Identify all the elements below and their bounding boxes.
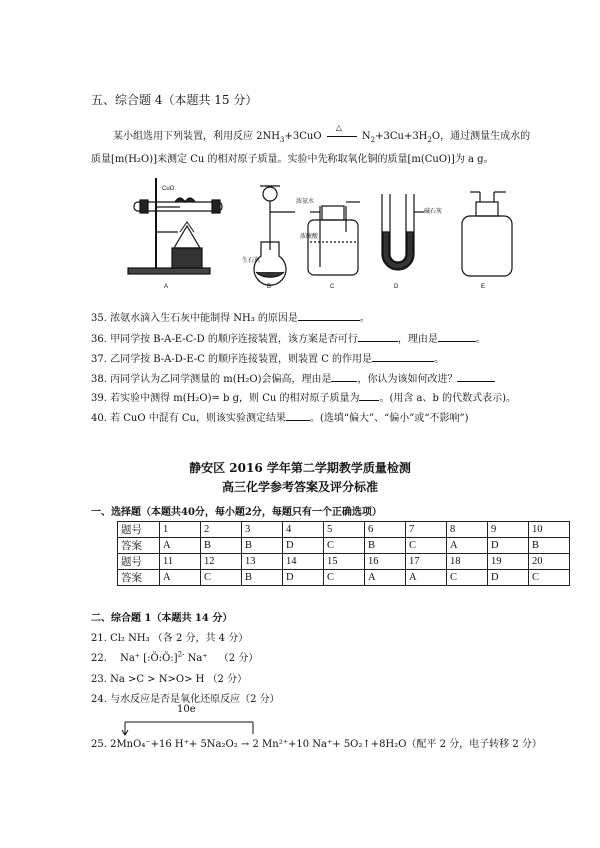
question-40 — [91, 409, 468, 424]
transfer-arrow — [121, 712, 261, 736]
intro-part-d: +3Cu+3H — [375, 131, 428, 142]
table-cell: 19 — [488, 554, 529, 570]
apparatus-d — [382, 194, 424, 270]
q38-blank-1[interactable] — [331, 372, 357, 382]
q38-text-b: ，你认为该如何改进？ — [357, 374, 458, 385]
intro-part-e: O，通过测量生成水的 — [431, 131, 531, 142]
q38-text-a: 38. 丙同学认为乙同学测量的 m(H₂O)会偏高，理由是 — [91, 374, 332, 385]
apparatus-b — [254, 186, 295, 285]
table-cell: 答案 — [118, 570, 160, 586]
question-35 — [91, 309, 370, 324]
a22-number: 22. — [91, 653, 107, 664]
table-cell: C — [324, 570, 365, 586]
q37-text: 37. 乙同学按 B-A-D-E-C 的顺序连接装置，则装置 C 的作用是 — [91, 354, 373, 365]
table-cell: A — [406, 570, 447, 586]
table-cell: A — [160, 570, 201, 586]
q35-end: 。 — [359, 313, 370, 324]
apparatus-a — [128, 178, 222, 274]
transfer-label: 10e — [177, 704, 196, 715]
label-sodalime: 碱石灰 — [424, 209, 443, 215]
question-38 — [91, 370, 495, 385]
q36-blank-2[interactable] — [438, 332, 476, 342]
table-cell: B — [201, 538, 242, 554]
table-cell: D — [488, 570, 529, 586]
a22-score: （2 分） — [218, 653, 259, 664]
title-year: 2016 — [229, 461, 263, 475]
table-row — [118, 522, 570, 538]
table-cell: 4 — [283, 522, 324, 538]
a22-na1: Na⁺ — [120, 653, 141, 664]
table-cell: 题号 — [118, 554, 160, 570]
intro-part-b: +3CuO — [284, 131, 322, 142]
q38-blank-2[interactable] — [457, 372, 495, 382]
table-cell: 13 — [242, 554, 283, 570]
q39-text-a: 39. 若实验中测得 m(H₂O)= b g，则 Cu 的相对原子质量为 — [91, 393, 360, 404]
table-row — [118, 570, 570, 586]
intro-part-a: 某小组选用下列装置，利用反应 2NH — [113, 131, 281, 142]
table-cell: 6 — [365, 522, 406, 538]
apparatus-drawing — [120, 172, 520, 297]
question-39 — [91, 389, 516, 404]
table-cell: C — [406, 538, 447, 554]
mc-heading: 一、选择题（本题共40分，每小题2分，每题只有一个正确选项） — [91, 507, 382, 518]
table-cell: B — [529, 538, 570, 554]
sec2-heading: 二、综合题 1（本题共 14 分） — [91, 613, 233, 624]
heat-symbol: △ — [335, 123, 342, 132]
q40-blank[interactable] — [286, 411, 310, 421]
answer-24: 24. 与水反应是否是氧化还原反应（2 分） — [91, 694, 280, 705]
table-cell: 答案 — [118, 538, 160, 554]
table-cell: 12 — [201, 554, 242, 570]
label-c: C — [330, 284, 335, 290]
table-cell: 5 — [324, 522, 365, 538]
table-cell: 9 — [488, 522, 529, 538]
table-cell: 8 — [447, 522, 488, 538]
table-cell: 20 — [529, 554, 570, 570]
label-cuo: CuO — [162, 186, 175, 192]
q39-text-b: 。(用含 a、b 的代数式表示)。 — [379, 393, 516, 404]
table-cell: 3 — [242, 522, 283, 538]
apparatus-e — [462, 192, 512, 276]
label-conc-acid: 浓硫酸 — [300, 234, 319, 240]
answer-table — [117, 521, 570, 586]
intro-line-2: 质量[m(H₂O)]来测定 Cu 的相对原子质量。实验中先称取氧化铜的质量[m(CuO)]为 a g。 — [91, 154, 494, 165]
table-cell: 2 — [201, 522, 242, 538]
answer-22 — [91, 649, 258, 664]
question-36 — [91, 330, 486, 345]
label-b: B — [267, 284, 272, 290]
q36-text-b: ，理由是 — [397, 334, 438, 345]
q35-text: 35. 浓氨水滴入生石灰中能制得 NH₃ 的原因是 — [91, 313, 298, 324]
answer-25: 25. 2MnO₄⁻+16 H⁺+ 5Na₂O₂ → 2 Mn²⁺+10 Na⁺+ 5O₂↑+8H₂O（配平 2 分，电子转移 2 分） — [91, 739, 542, 750]
q40-text-a: 40. 若 CuO 中混有 Cu，则该实验测定结果 — [91, 413, 286, 424]
table-cell: B — [242, 538, 283, 554]
q37-blank[interactable] — [372, 352, 434, 362]
table-cell: 7 — [406, 522, 447, 538]
a22-peroxide: [:Ö:Ö:] — [143, 653, 178, 664]
table-cell: A — [160, 538, 201, 554]
q36-end: 。 — [475, 334, 486, 345]
answer-23: 23. Na >C > N>O> H （2 分） — [91, 674, 248, 685]
table-cell: B — [242, 570, 283, 586]
table-cell: D — [283, 570, 324, 586]
table-cell: B — [365, 538, 406, 554]
table-cell: A — [447, 538, 488, 554]
table-cell: 题号 — [118, 522, 160, 538]
question-37 — [91, 350, 444, 365]
q40-text-b: 。(选填“偏大”、“偏小”或“不影响”) — [310, 413, 469, 424]
table-cell: 1 — [160, 522, 201, 538]
a22-charge: 2- — [177, 650, 185, 659]
table-cell: C — [201, 570, 242, 586]
table-cell: 14 — [283, 554, 324, 570]
q39-blank[interactable] — [359, 391, 379, 401]
apparatus-figure — [120, 172, 520, 297]
intro-part-c: N — [361, 131, 371, 142]
title-part-b: 学年第二学期教学质量检测 — [262, 461, 411, 475]
answer-key-title-1 — [0, 459, 600, 476]
answer-21: 21. Cl₂ NH₃ （各 2 分，共 4 分） — [91, 633, 249, 644]
label-a: A — [164, 284, 169, 290]
table-cell: D — [488, 538, 529, 554]
q35-blank[interactable] — [298, 311, 360, 321]
title-part-a: 静安区 — [189, 461, 230, 475]
table-cell: 18 — [447, 554, 488, 570]
q36-text-a: 36. 甲同学按 B-A-E-C-D 的顺序连接装置，该方案是否可行 — [91, 334, 358, 345]
intro-line-1: 某小组选用下列装置，利用反应 $2NH_3+3CuO$ △ $N_2+3Cu+3H_2O$，通过测量生成水的 — [113, 123, 531, 144]
a22-na2: Na⁺ — [187, 653, 208, 664]
answer-key-title-2: 高三化学参考答案及评分标准 — [221, 480, 378, 494]
table-cell: 17 — [406, 554, 447, 570]
table-cell: A — [365, 570, 406, 586]
electron-transfer-bracket — [121, 704, 261, 736]
q37-end: 。 — [434, 354, 445, 365]
table-cell: 11 — [160, 554, 201, 570]
table-cell: 15 — [324, 554, 365, 570]
label-ammonia: 浓氨水 — [296, 199, 315, 205]
table-cell: 10 — [529, 522, 570, 538]
table-cell: C — [447, 570, 488, 586]
label-e: E — [481, 284, 486, 290]
table-cell: 16 — [365, 554, 406, 570]
section-heading: 五、综合题 4（本题共 15 分） — [91, 93, 258, 107]
heat-arrow — [325, 123, 359, 139]
table-cell: C — [324, 538, 365, 554]
table-cell: D — [283, 538, 324, 554]
label-d: D — [394, 284, 399, 290]
table-cell: C — [529, 570, 570, 586]
label-quicklime: 生石灰 — [242, 258, 261, 264]
q36-blank-1[interactable] — [358, 332, 398, 342]
table-row — [118, 554, 570, 570]
table-row — [118, 538, 570, 554]
